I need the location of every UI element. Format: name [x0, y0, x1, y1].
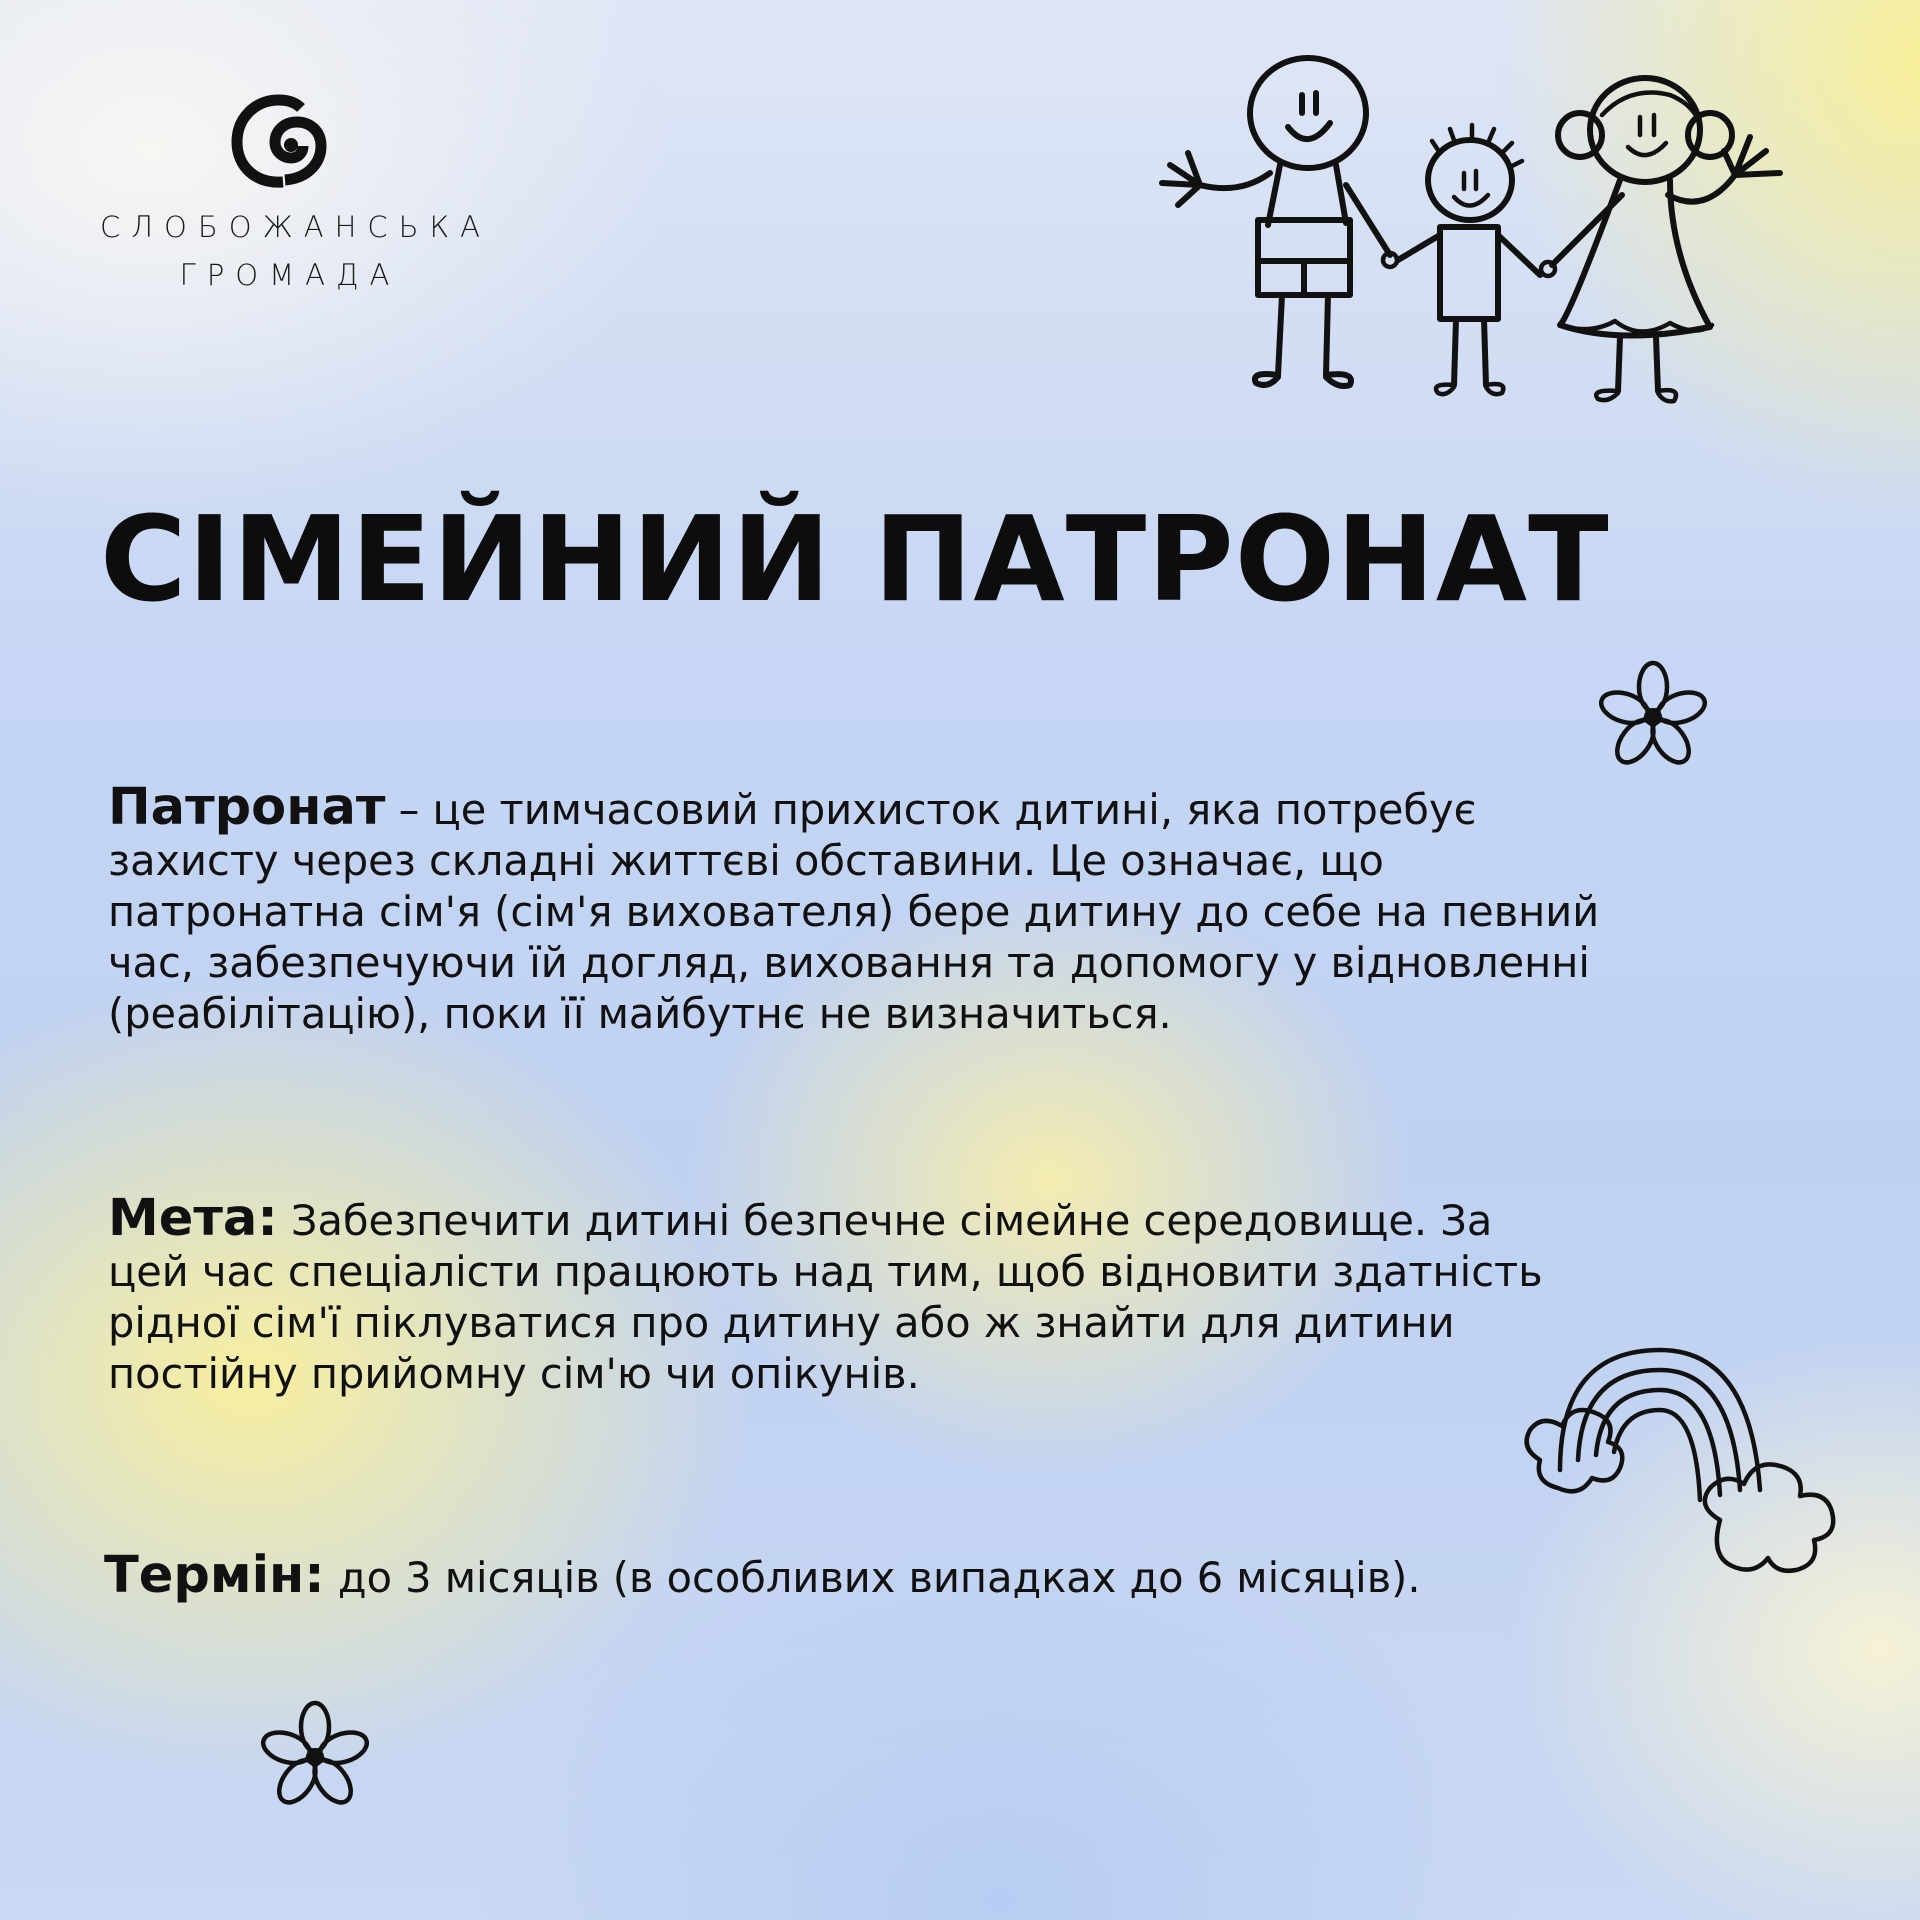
term-text: до 3 місяців (в особливих випадках до 6 місяців).: [324, 1553, 1421, 1602]
brand-name-line1: СЛОБОЖАНСЬКА: [100, 210, 491, 244]
brand-logo: [100, 88, 491, 292]
goal-paragraph: [108, 1189, 1568, 1399]
definition-paragraph: [108, 778, 1608, 1039]
definition-text: – це тимчасовий прихисток дитині, яка потребує захисту через складні життєві обставини. Це означає, що патронатна сім'я (сім'я вихователя) бере дитину до себе на певний час, забезпечуючи їй догляд, виховання та допомогу у відновленні (реабілітацію), поки її майбутнє не визначиться.: [108, 785, 1600, 1038]
flower-icon: [260, 1700, 370, 1815]
page-title: СІМЕЙНИЙ ПАТРОНАТ: [100, 490, 1610, 628]
goal-label: Мета:: [108, 1189, 278, 1248]
flower-icon: [1598, 660, 1708, 775]
term-paragraph: [104, 1546, 1604, 1605]
brand-name-line2: ГРОМАДА: [179, 258, 401, 292]
spiral-logo-icon: [225, 88, 335, 198]
definition-label: Патронат: [108, 778, 386, 837]
rainbow-cloud-icon: [1520, 1330, 1880, 1610]
family-doodle-icon: [1150, 55, 1790, 415]
term-label: Термін:: [104, 1546, 325, 1605]
goal-text: Забезпечити дитині безпечне сімейне середовище. За цей час спеціалісти працюють над тим, щоб відновити здатність рідної сім'ї піклуватися про дитину або ж знайти для дитини постійну прийомну сім'ю чи опікунів.: [108, 1196, 1543, 1398]
